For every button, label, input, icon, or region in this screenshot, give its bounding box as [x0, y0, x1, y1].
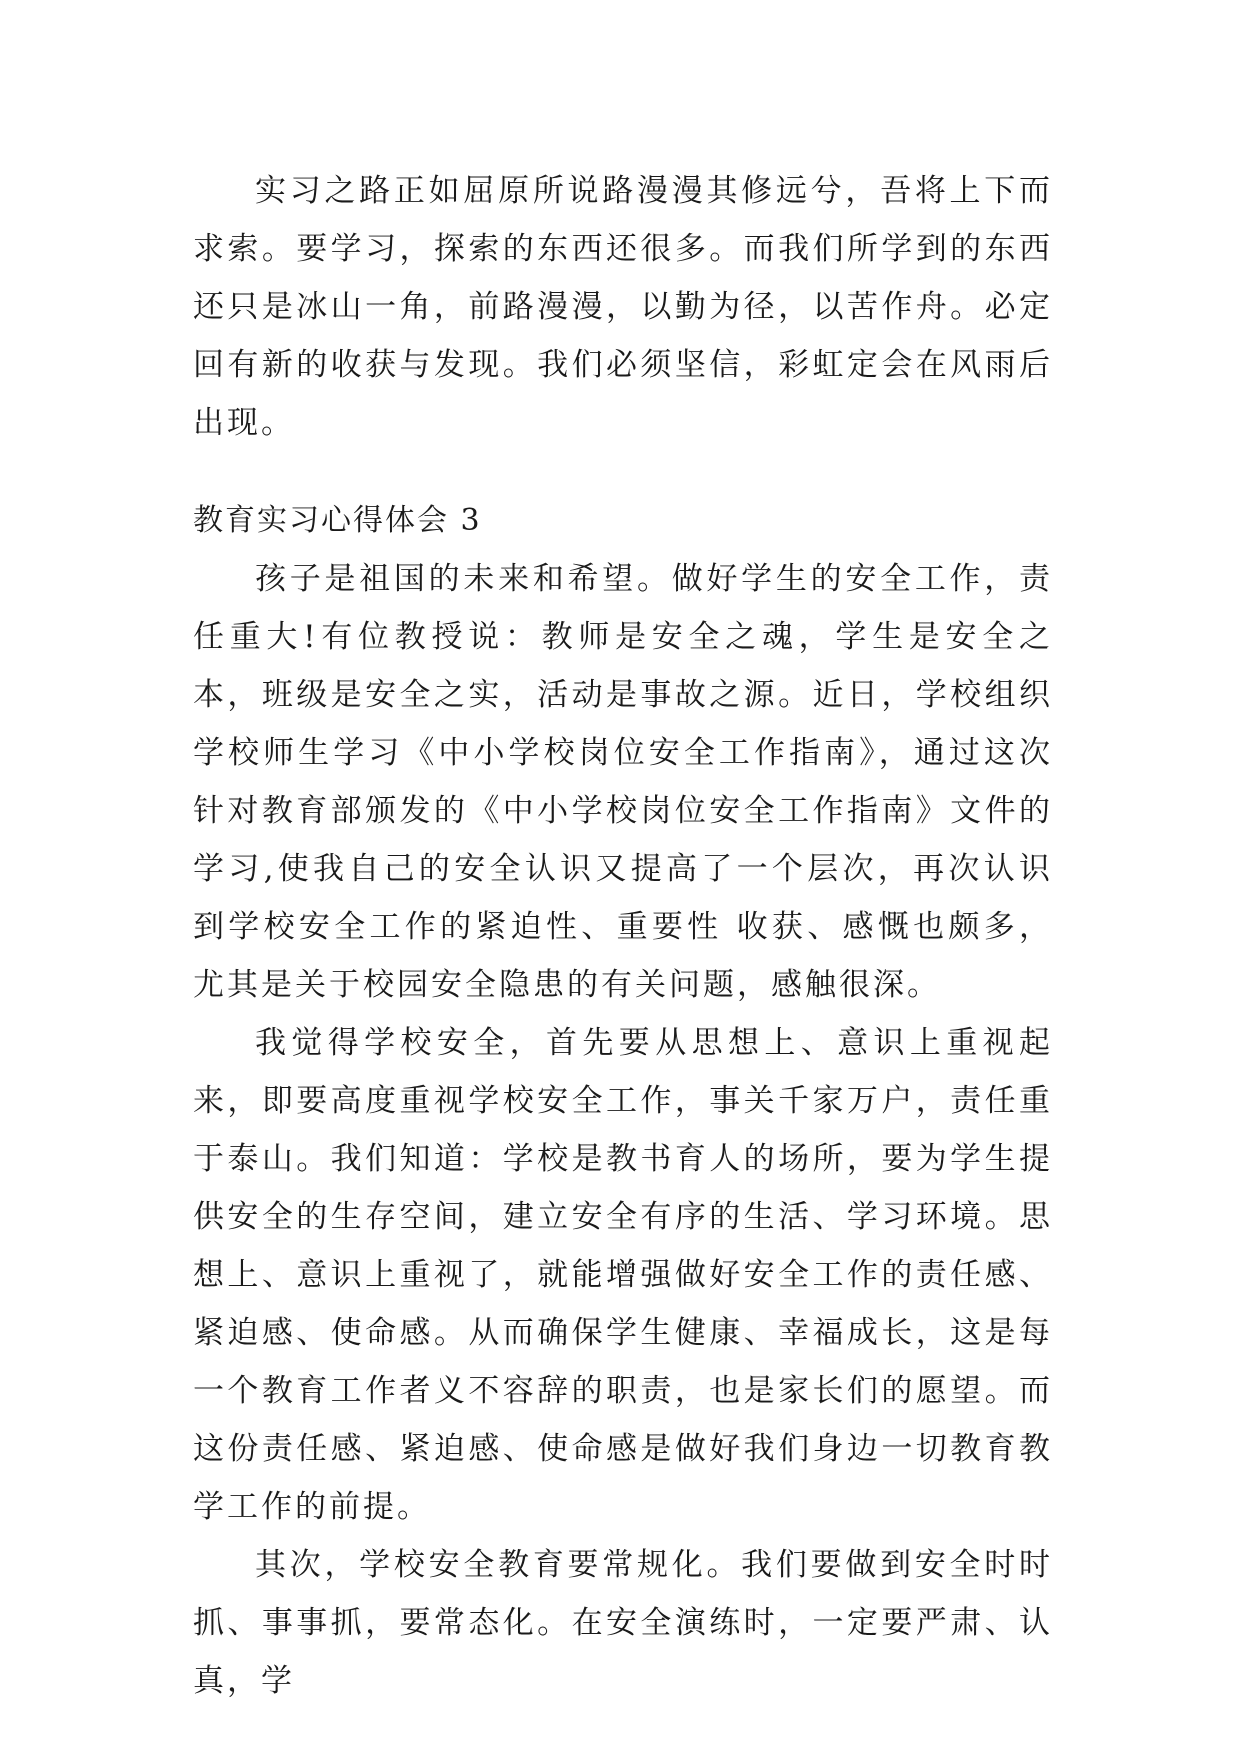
paragraph-closing: 实习之路正如屈原所说路漫漫其修远兮，吾将上下而求索。要学习，探索的东西还很多。而我们所学到的东西还只是冰山一角，前路漫漫，以勤为径，以苦作舟。必定回有新的收获与发现。我们必须坚信，彩虹定会在风雨后出现。: [193, 173, 1053, 441]
document-body: [193, 162, 1053, 1710]
section-heading: 教育实习心得体会 3: [193, 503, 482, 538]
paragraph-1: 孩子是祖国的未来和希望。做好学生的安全工作，责任重大!有位教授说：教师是安全之魂，学生是安全之本，班级是安全之实，活动是事故之源。近日，学校组织学校师生学习《中小学校岗位安全工作指南》，通过这次针对教育部颁发的《中小学校岗位安全工作指南》文件的学习,使我自己的安全认识又提高了一个层次，再次认识到学校安全工作的紧迫性、重要性 收获、感慨也颇多，尤其是关于校园安全隐患的有关问题，感触很深。: [193, 561, 1053, 1003]
paragraph-3: 其次，学校安全教育要常规化。我们要做到安全时时抓、事事抓，要常态化。在安全演练时，一定要严肃、认真，学: [193, 1547, 1053, 1699]
paragraph-2: 我觉得学校安全，首先要从思想上、意识上重视起来，即要高度重视学校安全工作，事关千家万户，责任重于泰山。我们知道：学校是教书育人的场所，要为学生提供安全的生存空间，建立安全有序的生活、学习环境。思想上、意识上重视了，就能增强做好安全工作的责任感、紧迫感、使命感。从而确保学生健康、幸福成长，这是每一个教育工作者义不容辞的职责，也是家长们的愿望。而这份责任感、紧迫感、使命感是做好我们身边一切教育教学工作的前提。: [193, 1025, 1053, 1525]
